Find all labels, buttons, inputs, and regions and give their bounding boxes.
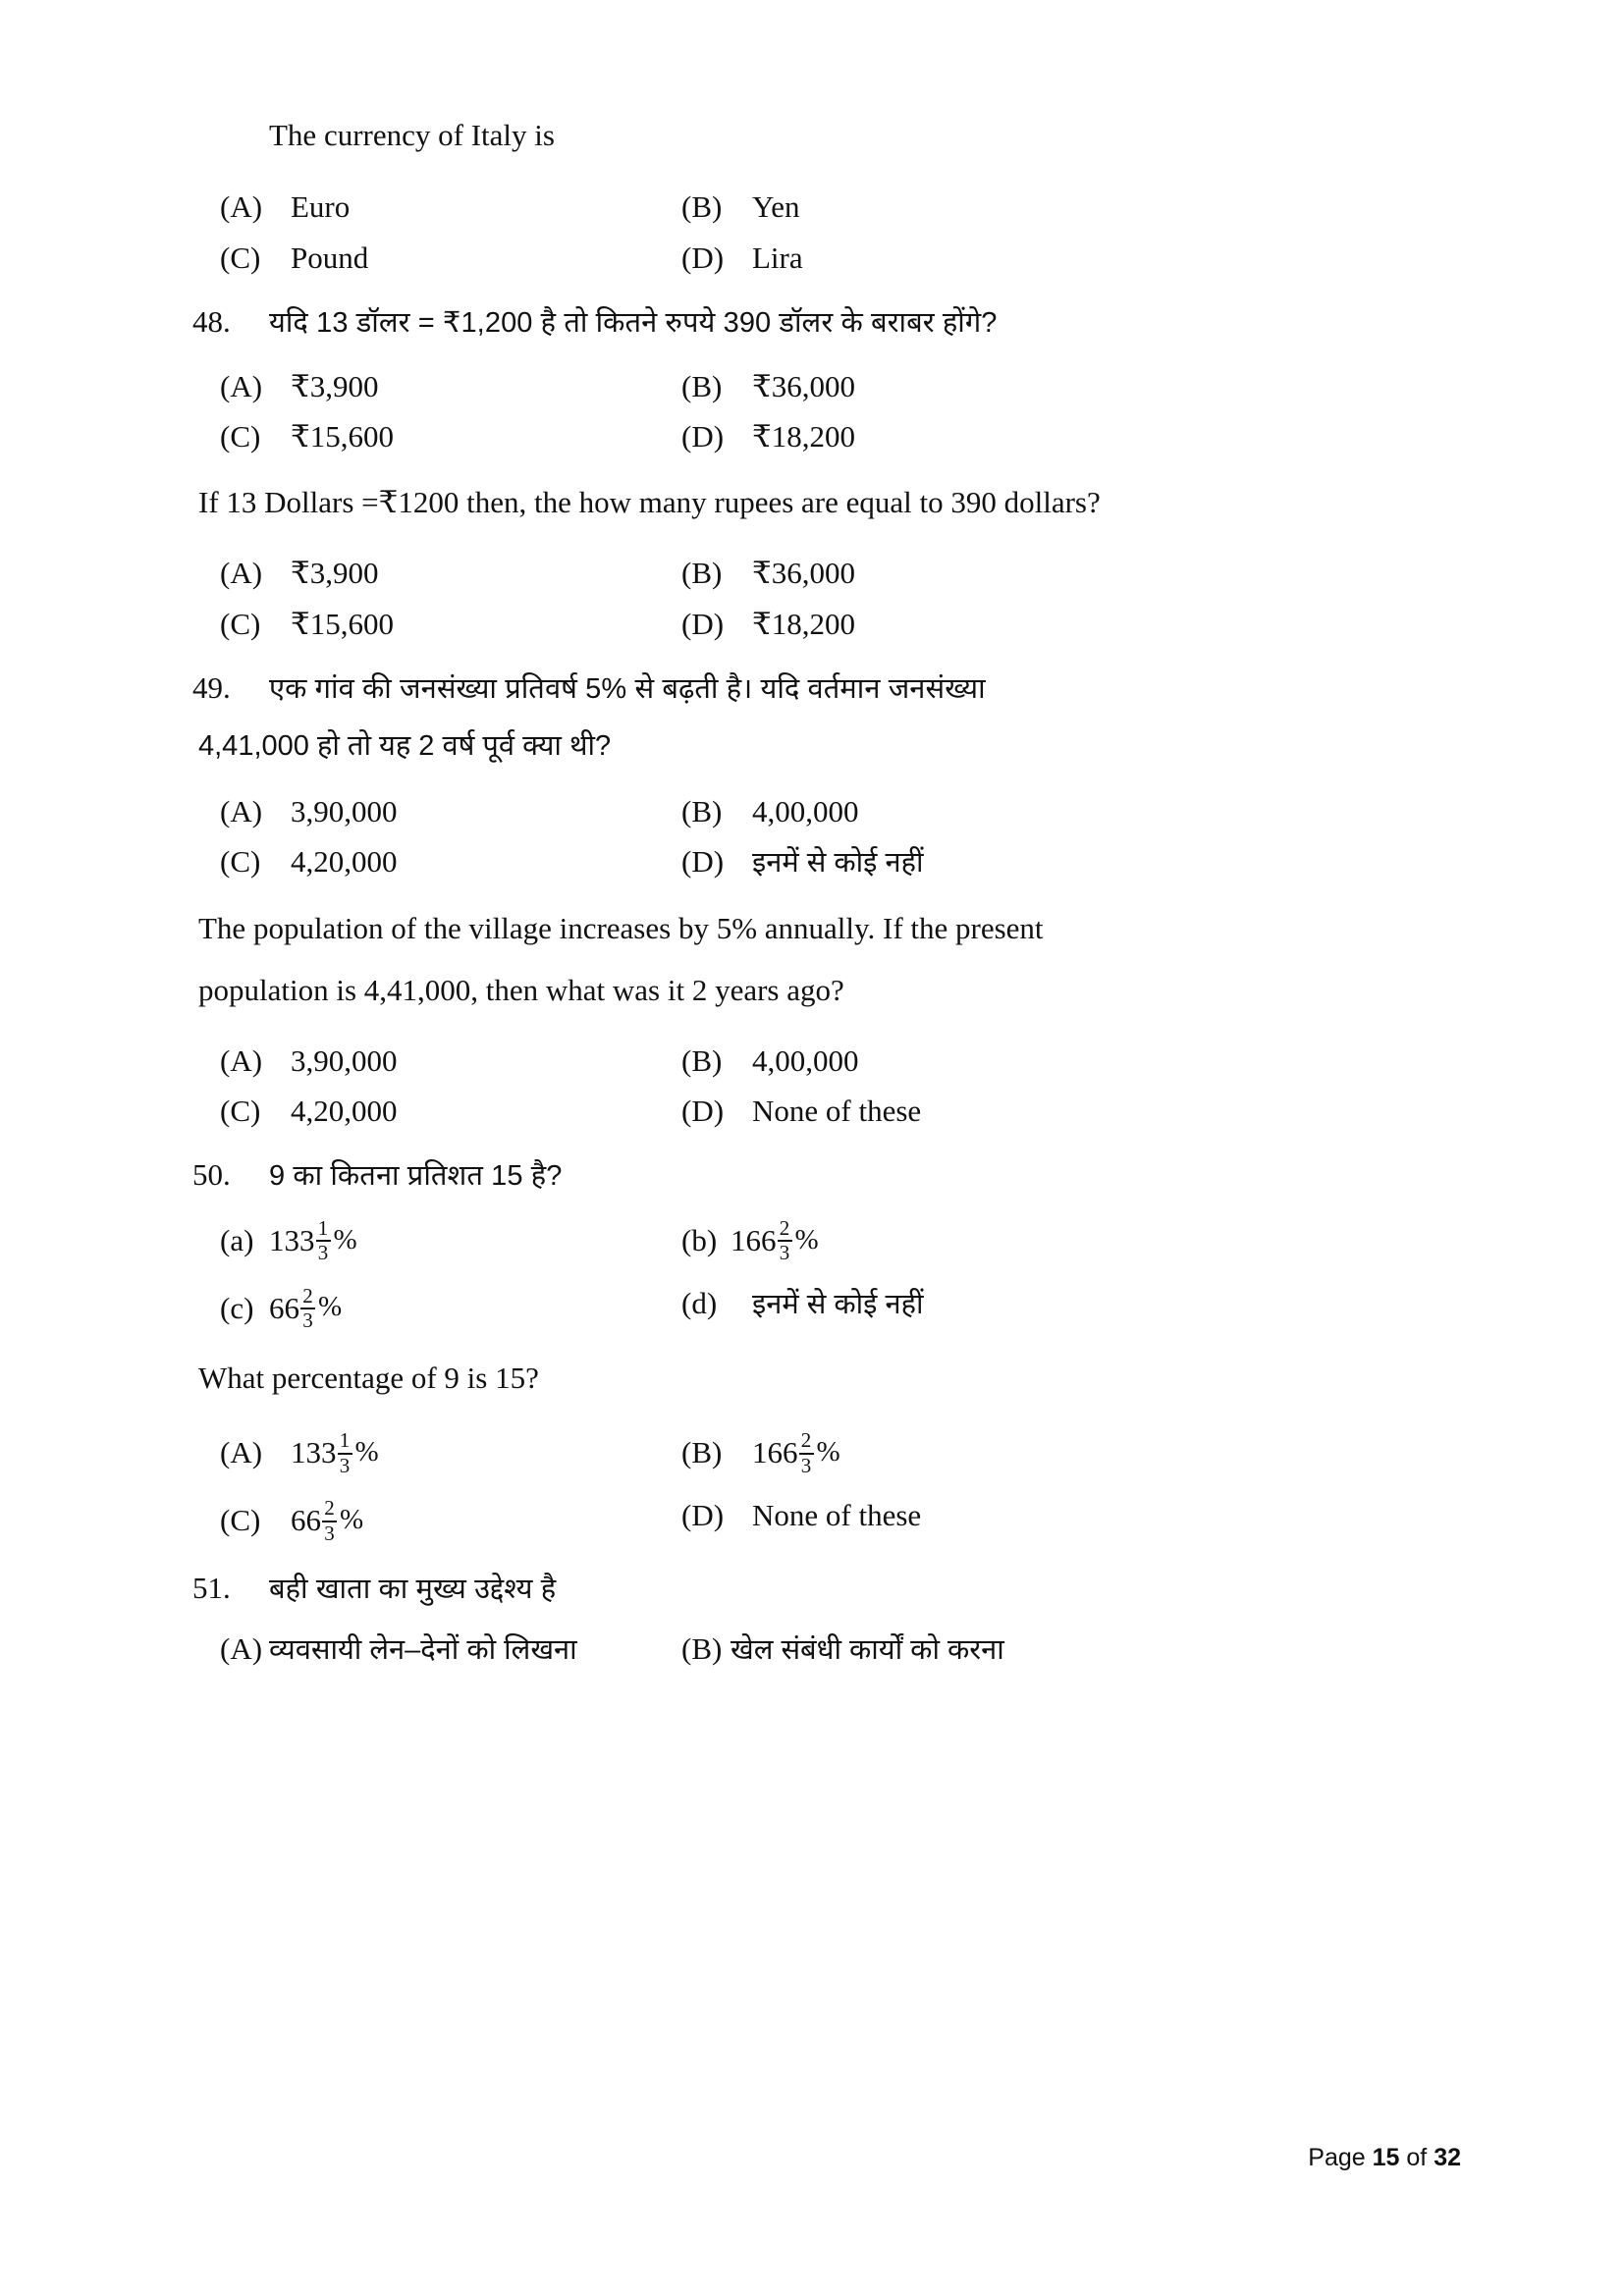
option-label: (B)	[681, 368, 723, 403]
fraction-numerator: 2	[800, 1428, 812, 1453]
option-label: (b)	[681, 1222, 718, 1257]
option-a[interactable]	[220, 1429, 681, 1475]
options-grid	[192, 418, 1459, 455]
option-d[interactable]	[681, 1093, 1459, 1130]
option-mixed-number	[291, 1429, 379, 1475]
option-text: इनमें से कोई नहीं	[752, 847, 924, 880]
options-grid	[192, 1217, 1459, 1263]
question-stem-line2: 4,41,000 हो तो यह 2 वर्ष पूर्व क्या थी?	[198, 730, 612, 763]
options-grid	[192, 1630, 1459, 1668]
option-label: (C)	[220, 419, 261, 454]
options-grid	[192, 1429, 1459, 1475]
option-label: (D)	[681, 419, 725, 454]
fraction-denominator: 3	[339, 1453, 351, 1477]
question-block-51-hindi	[192, 1569, 1459, 1609]
option-label: (A)	[220, 556, 263, 591]
mixed-whole: 66	[291, 1503, 321, 1538]
question-stem-50-english: What percentage of 9 is 15?	[198, 1360, 539, 1395]
question-number: 50.	[192, 1157, 231, 1193]
option-b[interactable]	[681, 555, 1459, 592]
option-c[interactable]	[220, 843, 681, 881]
question-block-currency-italy	[192, 116, 1459, 155]
option-text: 4,00,000	[752, 793, 859, 828]
option-d[interactable]	[681, 843, 1459, 881]
option-label: (A)	[220, 1630, 263, 1666]
option-b[interactable]	[681, 793, 1459, 830]
option-text: Pound	[291, 240, 369, 276]
option-mixed-number	[269, 1217, 357, 1263]
option-a[interactable]	[220, 555, 681, 592]
option-label: (A)	[220, 189, 263, 225]
fraction-denominator: 3	[302, 1308, 313, 1333]
option-label: (A)	[220, 1042, 263, 1078]
option-label: (B)	[681, 556, 723, 591]
option-label: (B)	[681, 1042, 723, 1078]
option-label: (A)	[220, 368, 263, 403]
mixed-whole: 133	[291, 1435, 337, 1470]
option-d[interactable]	[681, 606, 1459, 643]
option-label: (A)	[220, 793, 263, 828]
options-grid	[192, 368, 1459, 405]
mixed-whole: 66	[269, 1290, 299, 1325]
option-text: ₹15,600	[291, 419, 394, 454]
options-grid	[192, 793, 1459, 830]
option-text: None of these	[752, 1498, 922, 1533]
option-d[interactable]	[681, 240, 1459, 277]
option-b[interactable]	[681, 368, 1459, 405]
question-stem: 9 का कितना प्रतिशत 15 है?	[269, 1160, 563, 1193]
option-a[interactable]	[220, 1217, 681, 1263]
option-a[interactable]	[220, 793, 681, 830]
question-stem-line1: एक गांव की जनसंख्या प्रतिवर्ष 5% से बढ़ती है। यदि वर्तमान जनसंख्या	[269, 672, 986, 705]
option-text: ₹36,000	[752, 556, 855, 591]
option-label: (B)	[681, 1435, 723, 1470]
option-label: (B)	[681, 189, 723, 225]
fraction-numerator: 1	[317, 1215, 329, 1240]
option-text: ₹15,600	[291, 606, 394, 641]
option-b[interactable]	[681, 188, 1459, 226]
option-label: (C)	[220, 606, 261, 641]
option-text: इनमें से कोई नहीं	[752, 1288, 924, 1320]
option-mixed-number	[752, 1429, 840, 1475]
option-text: 4,20,000	[291, 844, 398, 880]
fraction-numerator: 2	[324, 1496, 335, 1521]
fraction-numerator: 1	[339, 1428, 351, 1453]
question-block-49-hindi	[192, 668, 1459, 709]
option-label: (C)	[220, 1094, 261, 1129]
question-number: 48.	[192, 303, 231, 339]
option-text: Yen	[752, 189, 800, 225]
option-c[interactable]	[220, 240, 681, 277]
option-text: 4,20,000	[291, 1094, 398, 1129]
option-text: खेल संबंधी कार्यों को करना	[731, 1633, 1004, 1666]
options-grid	[192, 1042, 1459, 1080]
option-b[interactable]	[681, 1217, 1459, 1263]
option-mixed-number	[269, 1285, 342, 1331]
fraction	[322, 1498, 337, 1544]
option-c[interactable]	[220, 1285, 681, 1331]
fraction	[300, 1283, 315, 1333]
mixed-whole: 166	[752, 1435, 798, 1470]
option-d[interactable]	[681, 1497, 1459, 1543]
option-text: ₹18,200	[752, 419, 855, 454]
option-a[interactable]	[220, 1042, 681, 1080]
option-d[interactable]	[681, 1285, 1459, 1331]
fraction-denominator: 3	[800, 1453, 812, 1477]
option-text: ₹3,900	[291, 556, 379, 591]
fraction	[338, 1430, 352, 1476]
option-c[interactable]	[220, 1093, 681, 1130]
option-text: 3,90,000	[291, 1042, 398, 1078]
question-block-50-hindi	[192, 1155, 1459, 1196]
fraction-denominator: 3	[779, 1241, 790, 1265]
footer-prefix: Page	[1308, 2144, 1366, 2171]
option-text: Euro	[291, 189, 351, 225]
fraction	[778, 1215, 792, 1265]
option-text: ₹18,200	[752, 606, 855, 641]
option-label: (D)	[681, 1498, 725, 1533]
option-label: (d)	[681, 1285, 718, 1320]
footer-separator: of	[1406, 2144, 1428, 2171]
question-stem: बही खाता का मुख्य उद्देश्य है	[269, 1574, 557, 1606]
question-number: 49.	[192, 669, 231, 705]
option-label: (A)	[220, 1435, 263, 1470]
fraction-denominator: 3	[317, 1241, 329, 1265]
option-a[interactable]	[220, 188, 681, 226]
option-label: (D)	[681, 240, 725, 276]
question-block-48-hindi	[192, 302, 1459, 343]
question-stem: यदि 13 डॉलर = ₹1,200 है तो कितने रुपये 390 डॉलर के बराबर होंगे?	[269, 306, 998, 339]
option-text: ₹3,900	[291, 368, 379, 403]
option-label: (a)	[220, 1222, 254, 1257]
option-label: (c)	[220, 1290, 254, 1325]
options-grid	[192, 1093, 1459, 1130]
question-stem-49-english-line2: population is 4,41,000, then what was it 2 years ago?	[198, 972, 844, 1007]
option-a[interactable]	[220, 1630, 681, 1668]
option-label: (D)	[681, 1094, 725, 1129]
option-mixed-number	[731, 1217, 819, 1263]
option-text: None of these	[752, 1094, 922, 1129]
option-text: Lira	[752, 240, 803, 276]
options-grid	[192, 1285, 1459, 1331]
percent-sign: %	[340, 1504, 364, 1535]
option-a[interactable]	[220, 368, 681, 405]
option-mixed-number	[291, 1497, 363, 1543]
question-stem: The currency of Italy is	[269, 118, 555, 152]
option-text: 4,00,000	[752, 1042, 859, 1078]
options-grid	[192, 555, 1459, 592]
option-c[interactable]	[220, 606, 681, 643]
option-label: (D)	[681, 606, 725, 641]
option-b[interactable]	[681, 1429, 1459, 1475]
footer-total-pages: 32	[1434, 2144, 1461, 2171]
option-label: (C)	[220, 844, 261, 880]
footer-current-page: 15	[1372, 2144, 1400, 2171]
fraction-numerator: 2	[779, 1215, 790, 1240]
fraction	[316, 1215, 331, 1265]
fraction-numerator: 2	[302, 1283, 313, 1308]
option-text: ₹36,000	[752, 368, 855, 403]
percent-sign: %	[816, 1436, 840, 1468]
option-text: व्यवसायी लेन–देनों को लिखना	[269, 1633, 577, 1666]
percent-sign: %	[318, 1291, 343, 1323]
options-grid	[192, 606, 1459, 643]
fraction	[799, 1430, 814, 1476]
percent-sign: %	[794, 1223, 819, 1255]
option-text: 3,90,000	[291, 793, 398, 828]
option-b[interactable]	[681, 1042, 1459, 1080]
options-grid	[192, 240, 1459, 277]
mixed-whole: 166	[731, 1222, 777, 1257]
options-grid	[192, 1497, 1459, 1543]
option-label: (C)	[220, 1503, 261, 1538]
option-label: (C)	[220, 240, 261, 276]
percent-sign: %	[354, 1436, 379, 1468]
options-grid	[192, 843, 1459, 881]
fraction-denominator: 3	[324, 1521, 335, 1545]
option-c[interactable]	[220, 1497, 681, 1543]
page-footer	[1308, 2144, 1461, 2172]
question-list	[192, 116, 1459, 1668]
option-label: (B)	[681, 793, 723, 828]
question-stem-48-english: If 13 Dollars =₹1200 then, the how many rupees are equal to 390 dollars?	[198, 485, 1101, 520]
percent-sign: %	[333, 1223, 357, 1255]
option-d[interactable]	[681, 418, 1459, 455]
option-b[interactable]	[681, 1630, 1459, 1668]
option-label: (D)	[681, 844, 725, 880]
mixed-whole: 133	[269, 1222, 315, 1257]
options-grid	[192, 188, 1459, 226]
option-label: (B)	[681, 1630, 723, 1666]
question-stem-49-english-line1: The population of the village increases by 5% annually. If the present	[198, 910, 1044, 945]
option-c[interactable]	[220, 418, 681, 455]
question-number: 51.	[192, 1571, 231, 1606]
